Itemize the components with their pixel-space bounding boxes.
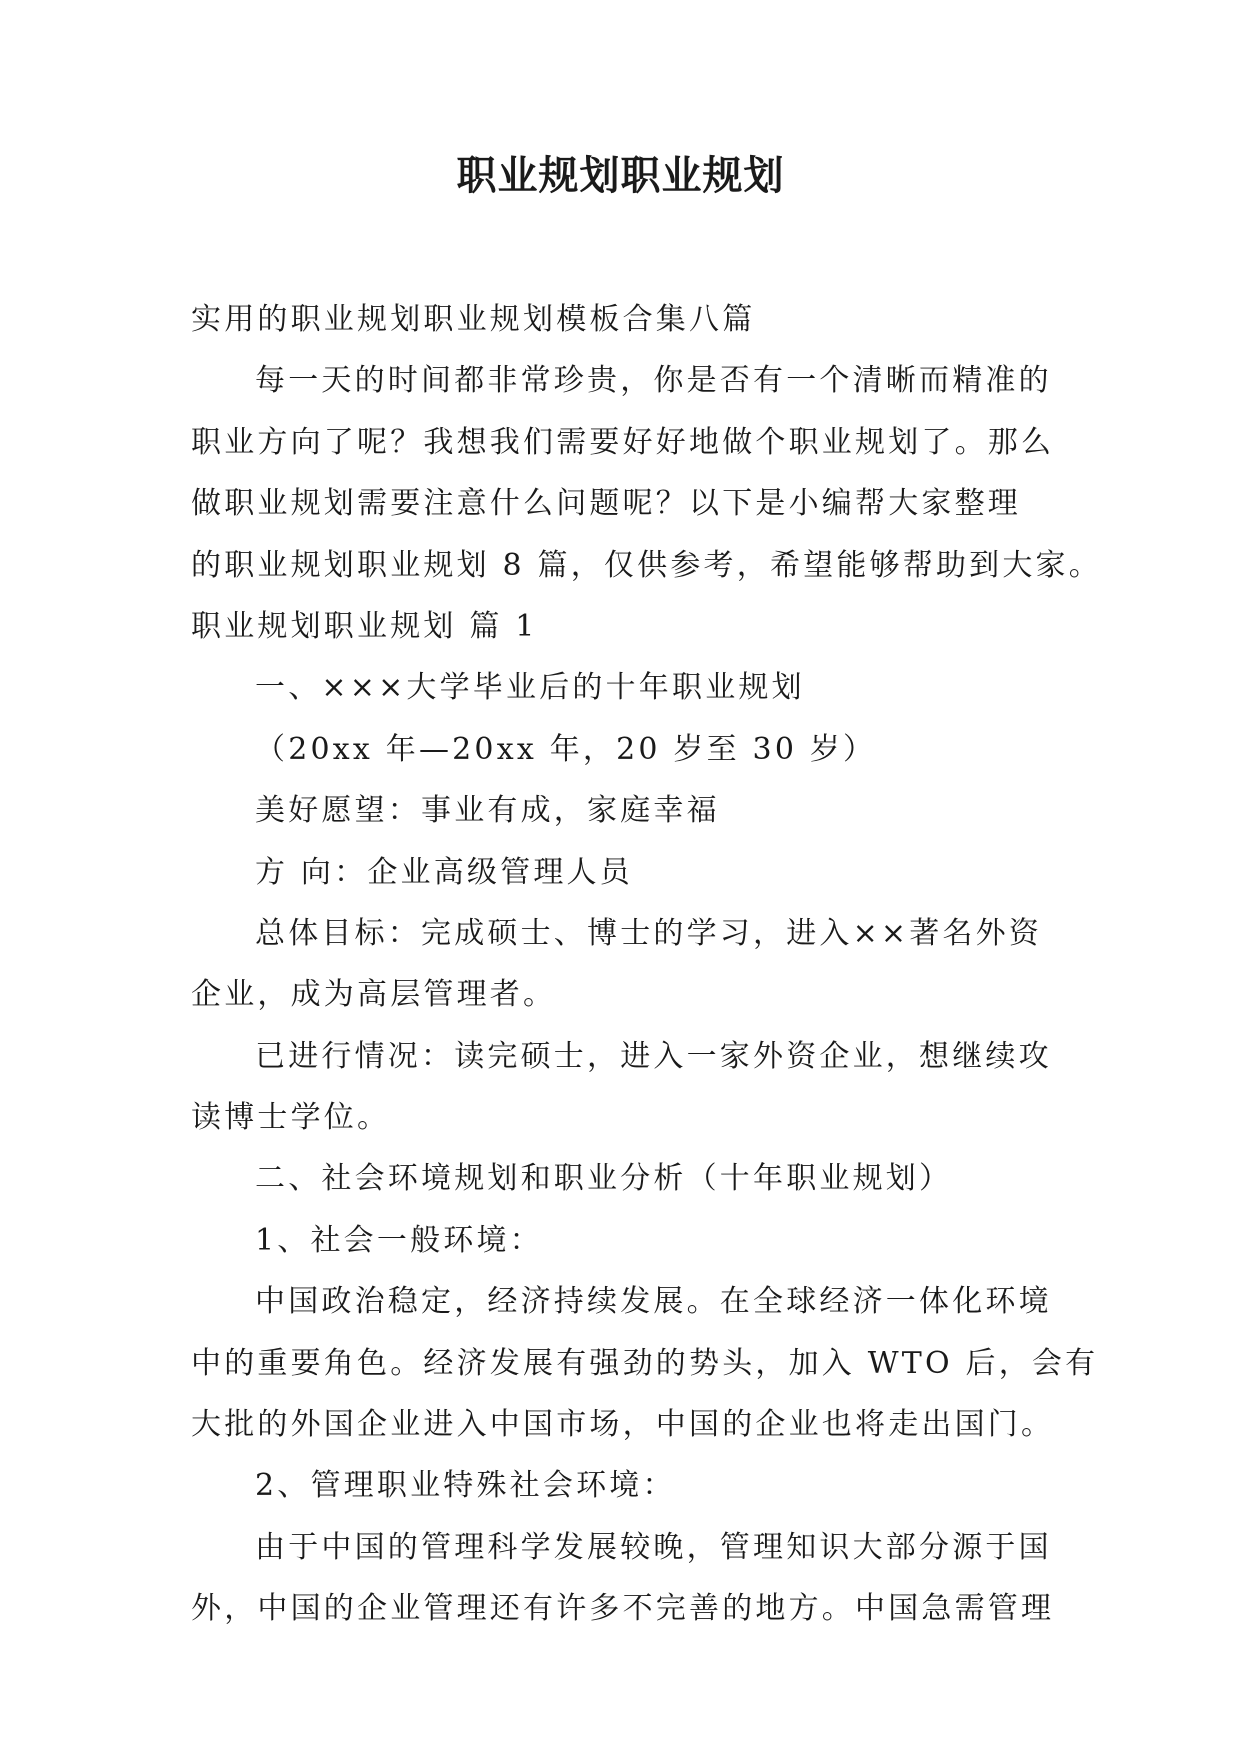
body-line-17: 中国政治稳定，经济持续发展。在全球经济一体化环境: [255, 1284, 1052, 1320]
body-line-20: 2、管理职业特殊社会环境：: [255, 1468, 676, 1504]
document-title: 职业规划职业规划: [456, 153, 785, 199]
body-line-19: 大批的外国企业进入中国市场，中国的企业也将走出国门。: [191, 1407, 1055, 1443]
body-line-13: 已进行情况：读完硕士，进入一家外资企业，想继续攻: [255, 1038, 1052, 1074]
body-line-7: 一、×××大学毕业后的十年职业规划: [255, 670, 805, 706]
body-line-11: 总体目标：完成硕士、博士的学习，进入××著名外资: [255, 915, 1043, 951]
body-line-8: （20xx 年—20xx 年，20 岁至 30 岁）: [255, 731, 877, 767]
body-line-22: 外，中国的企业管理还有许多不完善的地方。中国急需管理: [191, 1591, 1055, 1627]
body-line-12: 企业，成为高层管理者。: [191, 977, 557, 1013]
body-line-1: 实用的职业规划职业规划模板合集八篇: [191, 302, 756, 337]
section-heading-1: 职业规划职业规划 篇 1: [191, 608, 538, 644]
body-line-18: 中的重要角色。经济发展有强劲的势头，加入 WTO 后，会有: [191, 1345, 1099, 1381]
body-line-2: 每一天的时间都非常珍贵，你是否有一个清晰而精准的: [255, 363, 1052, 399]
body-line-21: 由于中国的管理科学发展较晚，管理知识大部分源于国: [255, 1529, 1052, 1565]
body-line-10: 方 向：企业高级管理人员: [255, 854, 633, 890]
body-line-15: 二、社会环境规划和职业分析（十年职业规划）: [255, 1161, 953, 1197]
body-line-4: 做职业规划需要注意什么问题呢？以下是小编帮大家整理: [191, 486, 1021, 522]
body-line-3: 职业方向了呢？我想我们需要好好地做个职业规划了。那么: [191, 424, 1055, 460]
body-line-5: 的职业规划职业规划 8 篇，仅供参考，希望能够帮助到大家。: [191, 547, 1102, 583]
body-line-16: 1、社会一般环境：: [255, 1222, 543, 1258]
body-line-14: 读博士学位。: [191, 1100, 391, 1136]
document-body: [191, 289, 1102, 1640]
body-line-9: 美好愿望：事业有成，家庭幸福: [255, 793, 720, 829]
